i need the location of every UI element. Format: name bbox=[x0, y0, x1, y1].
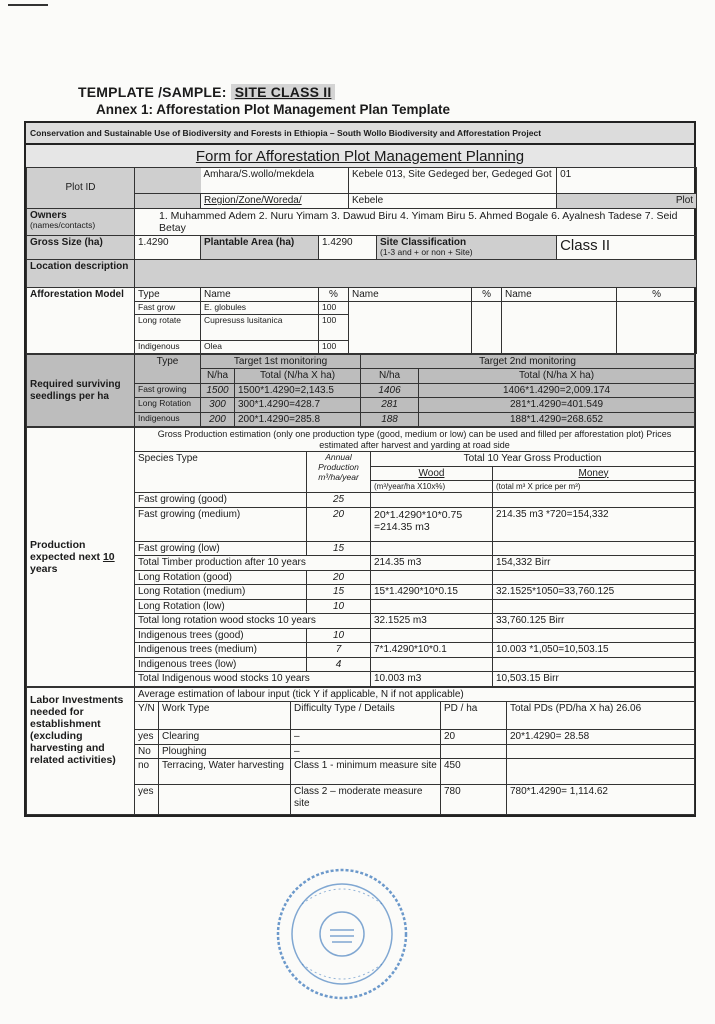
target-2-total: Total (N/ha X ha) bbox=[419, 369, 695, 384]
production-label: Production expected next bbox=[30, 539, 101, 564]
species: Long Rotation (low) bbox=[135, 599, 307, 614]
seedling-t1: 200*1.4290=285.8 bbox=[235, 412, 361, 427]
species: Fast growing (low) bbox=[135, 541, 307, 556]
labor-difficulty: – bbox=[291, 730, 441, 745]
annual: 20 bbox=[307, 507, 371, 541]
target-2-header: Target 2nd monitoring bbox=[361, 354, 695, 369]
template-title-prefix: TEMPLATE /SAMPLE: bbox=[78, 84, 227, 100]
site-classification-label: Site Classification bbox=[380, 236, 467, 248]
money: 33,760.125 Birr bbox=[493, 614, 695, 629]
plantable-area-label: Plantable Area (ha) bbox=[201, 235, 319, 259]
kebele-label: Kebele bbox=[349, 194, 557, 209]
owners-label: Owners bbox=[30, 209, 67, 221]
labor-difficulty: – bbox=[291, 744, 441, 759]
labor-work: Clearing bbox=[159, 730, 291, 745]
seedling-n2: 281 bbox=[361, 398, 419, 413]
site-classification-value: Class II bbox=[557, 235, 697, 259]
seedling-t2: 1406*1.4290=2,009.174 bbox=[419, 383, 695, 398]
labor-col-yn: Y/N bbox=[135, 702, 159, 730]
money: 32.1525*1050=33,760.125 bbox=[493, 585, 695, 600]
annual: 4 bbox=[307, 657, 371, 672]
species: Indigenous trees (good) bbox=[135, 628, 307, 643]
labor-pd bbox=[441, 744, 507, 759]
region-label: Region/Zone/Woreda/ bbox=[201, 194, 349, 209]
seedling-n1: 200 bbox=[201, 412, 235, 427]
project-name: Conservation and Sustainable Use of Biodiversity and Forests in Ethiopia – South Wollo Biodiversity and Afforestation Project bbox=[26, 123, 694, 145]
production-note: Gross Production estimation (only one production type (good, medium or low) can be used and filled per afforestation plot) Prices estimated after harvest and yarding at road side bbox=[135, 428, 695, 452]
col-total-gross: Total 10 Year Gross Production bbox=[371, 452, 695, 467]
col-money: Money bbox=[493, 466, 695, 481]
model-col-name-3: Name bbox=[502, 287, 617, 302]
wood bbox=[371, 628, 493, 643]
target-1-total: Total (N/ha X ha) bbox=[235, 369, 361, 384]
species: Indigenous trees (low) bbox=[135, 657, 307, 672]
site-classification-sub: (1-3 and + or non + Site) bbox=[380, 247, 473, 258]
labor-col-total: Total PDs (PD/ha X ha) 26.06 bbox=[507, 702, 695, 730]
seedling-type: Long Rotation bbox=[135, 398, 201, 413]
col-money-sub: (total m³ X price per m³) bbox=[493, 481, 695, 493]
model-type: Long rotate bbox=[135, 315, 201, 341]
annual: 15 bbox=[307, 585, 371, 600]
model-col-pct-3: % bbox=[617, 287, 697, 302]
wood: 10.003 m3 bbox=[371, 672, 493, 687]
wood bbox=[371, 599, 493, 614]
owners-label-cell bbox=[27, 208, 135, 235]
target-2-nha: N/ha bbox=[361, 369, 419, 384]
form-title: Form for Afforestation Plot Management Planning bbox=[26, 145, 694, 167]
seedlings-table bbox=[26, 354, 695, 428]
money: 10,503.15 Birr bbox=[493, 672, 695, 687]
seedlings-label: Required surviving seedlings per ha bbox=[27, 354, 135, 427]
money: 10.003 *1,050=10,503.15 bbox=[493, 643, 695, 658]
col-species: Species Type bbox=[135, 452, 307, 493]
species: Total long rotation wood stocks 10 years bbox=[135, 614, 371, 629]
col-annual: Annual Production m³/ha/year bbox=[307, 452, 371, 493]
model-col-name: Name bbox=[201, 287, 319, 302]
seedling-t1: 300*1.4290=428.7 bbox=[235, 398, 361, 413]
annex-title: Annex 1: Afforestation Plot Management Plan Template bbox=[96, 102, 451, 117]
model-name: Olea bbox=[201, 341, 319, 354]
wood: 32.1525 m3 bbox=[371, 614, 493, 629]
model-col-pct: % bbox=[319, 287, 349, 302]
plantable-area-value: 1.4290 bbox=[319, 235, 377, 259]
model-name: E. globules bbox=[201, 302, 319, 315]
species: Long Rotation (medium) bbox=[135, 585, 307, 600]
seedling-n2: 1406 bbox=[361, 383, 419, 398]
labor-total: 780*1.4290= 1,114.62 bbox=[507, 785, 695, 815]
species: Total Timber production after 10 years bbox=[135, 556, 371, 571]
seedling-t1: 1500*1.4290=2,143.5 bbox=[235, 383, 361, 398]
production-label-cell bbox=[27, 428, 135, 686]
wood: 15*1.4290*10*0.15 bbox=[371, 585, 493, 600]
seedling-t2: 188*1.4290=268.652 bbox=[419, 412, 695, 427]
seedling-n1: 300 bbox=[201, 398, 235, 413]
production-years: 10 bbox=[102, 551, 115, 564]
annual: 7 bbox=[307, 643, 371, 658]
money bbox=[493, 628, 695, 643]
afforestation-model-label: Afforestation Model bbox=[27, 287, 135, 353]
seedling-type: Fast growing bbox=[135, 383, 201, 398]
wood: 20*1.4290*10*0.75 =214.35 m3 bbox=[371, 507, 493, 541]
location-value bbox=[135, 259, 697, 287]
owners-sublabel: (names/contacts) bbox=[30, 220, 96, 230]
labor-yn: no bbox=[135, 759, 159, 785]
labor-pd: 780 bbox=[441, 785, 507, 815]
labor-label: Labor Investments needed for establishment (excluding harvesting and related activities) bbox=[27, 687, 135, 815]
labor-difficulty: Class 2 – moderate measure site bbox=[291, 785, 441, 815]
model-col-type: Type bbox=[135, 287, 201, 302]
species: Long Rotation (good) bbox=[135, 570, 307, 585]
wood: 7*1.4290*10*0.1 bbox=[371, 643, 493, 658]
money bbox=[493, 599, 695, 614]
species: Indigenous trees (medium) bbox=[135, 643, 307, 658]
annual: 10 bbox=[307, 628, 371, 643]
owners-value: 1. Muhammed Adem 2. Nuru Yimam 3. Dawud Biru 4. Yimam Biru 5. Ahmed Bogale 6. Ayalnesh Tadese 7. Seid Betay bbox=[135, 208, 697, 235]
labor-yn: yes bbox=[135, 730, 159, 745]
template-title bbox=[78, 84, 335, 100]
species: Fast growing (medium) bbox=[135, 507, 307, 541]
labor-total: 20*1.4290= 28.58 bbox=[507, 730, 695, 745]
labor-work: Terracing, Water harvesting bbox=[159, 759, 291, 785]
region-value: Amhara/S.wollo/mekdela bbox=[201, 168, 349, 194]
plot-info-table bbox=[26, 167, 697, 354]
plot-label: Plot bbox=[557, 194, 697, 209]
col-wood-sub: (m³/year/ha X10x%) bbox=[371, 481, 493, 493]
scan-mark bbox=[8, 4, 48, 6]
money bbox=[493, 570, 695, 585]
site-classification-cell bbox=[377, 235, 557, 259]
money bbox=[493, 541, 695, 556]
seedlings-col-type: Type bbox=[135, 354, 201, 383]
labor-work bbox=[159, 785, 291, 815]
wood bbox=[371, 493, 493, 508]
location-label: Location description bbox=[27, 259, 135, 287]
official-stamp-icon bbox=[272, 864, 412, 1004]
labor-yn: yes bbox=[135, 785, 159, 815]
gross-size-label: Gross Size (ha) bbox=[27, 235, 135, 259]
model-pct: 100 bbox=[319, 341, 349, 354]
plot-value: 01 bbox=[557, 168, 697, 194]
kebele-value: Kebele 013, Site Gedeged ber, Gedeged Got bbox=[349, 168, 557, 194]
annual: 10 bbox=[307, 599, 371, 614]
labor-pd: 450 bbox=[441, 759, 507, 785]
money: 154,332 Birr bbox=[493, 556, 695, 571]
wood bbox=[371, 570, 493, 585]
form-frame bbox=[24, 121, 696, 817]
seedling-type: Indigenous bbox=[135, 412, 201, 427]
model-pct: 100 bbox=[319, 302, 349, 315]
labor-yn: No bbox=[135, 744, 159, 759]
target-1-nha: N/ha bbox=[201, 369, 235, 384]
model-type: Fast grow bbox=[135, 302, 201, 315]
wood: 214.35 m3 bbox=[371, 556, 493, 571]
wood bbox=[371, 657, 493, 672]
model-col-pct-2: % bbox=[472, 287, 502, 302]
annual: 25 bbox=[307, 493, 371, 508]
site-class-highlight: SITE CLASS II bbox=[231, 84, 336, 100]
model-name: Cupresuss lusitanica bbox=[201, 315, 319, 341]
seedling-n1: 1500 bbox=[201, 383, 235, 398]
annual: 15 bbox=[307, 541, 371, 556]
col-wood: Wood bbox=[371, 466, 493, 481]
target-1-header: Target 1st monitoring bbox=[201, 354, 361, 369]
plot-id-label: Plot ID bbox=[27, 168, 135, 209]
labor-difficulty: Class 1 - minimum measure site bbox=[291, 759, 441, 785]
money bbox=[493, 657, 695, 672]
seedling-t2: 281*1.4290=401.549 bbox=[419, 398, 695, 413]
labor-col-pd: PD / ha bbox=[441, 702, 507, 730]
species: Fast growing (good) bbox=[135, 493, 307, 508]
model-pct: 100 bbox=[319, 315, 349, 341]
labor-pd: 20 bbox=[441, 730, 507, 745]
gross-size-value: 1.4290 bbox=[135, 235, 201, 259]
labor-table bbox=[26, 687, 695, 816]
money bbox=[493, 493, 695, 508]
species: Total Indigenous wood stocks 10 years bbox=[135, 672, 371, 687]
model-col-name-2: Name bbox=[349, 287, 472, 302]
labor-work: Ploughing bbox=[159, 744, 291, 759]
wood bbox=[371, 541, 493, 556]
labor-col-work: Work Type bbox=[159, 702, 291, 730]
money: 214.35 m3 *720=154,332 bbox=[493, 507, 695, 541]
production-suffix: years bbox=[30, 563, 58, 576]
labor-col-difficulty: Difficulty Type / Details bbox=[291, 702, 441, 730]
labor-total bbox=[507, 759, 695, 785]
labor-note: Average estimation of labour input (tick Y if applicable, N if not applicable) bbox=[135, 687, 695, 702]
production-table bbox=[26, 427, 695, 686]
annual: 20 bbox=[307, 570, 371, 585]
labor-total bbox=[507, 744, 695, 759]
seedling-n2: 188 bbox=[361, 412, 419, 427]
model-type: Indigenous bbox=[135, 341, 201, 354]
